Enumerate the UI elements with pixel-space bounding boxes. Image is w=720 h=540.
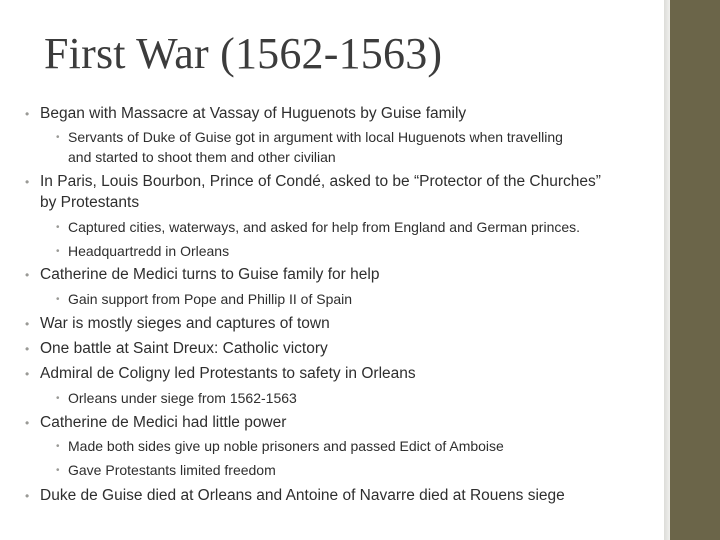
bullet-text: Began with Massacre at Vassay of Huguenots by Guise family <box>40 105 467 122</box>
bullet-text: In Paris, Louis Bourbon, Prince of Condé, asked to be “Protector of the Churches” <box>40 173 601 190</box>
bullet-marker: • <box>56 294 60 305</box>
bullet-item <box>25 487 565 505</box>
bullet-marker: • <box>56 246 60 257</box>
bullet-marker: • <box>56 222 60 233</box>
bullet-text: Orleans under siege from 1562-1563 <box>68 390 297 406</box>
slide-title: First War (1562-1563) <box>44 29 443 78</box>
bullet-text: Gave Protestants limited freedom <box>68 462 276 478</box>
bullet-text: Captured cities, waterways, and asked for help from England and German princes. <box>68 219 581 235</box>
bullet-item <box>25 414 287 432</box>
bullet-marker: • <box>56 132 60 143</box>
bullet-item <box>25 173 601 191</box>
bullet-marker: • <box>25 416 30 430</box>
bullet-text: War is mostly sieges and captures of town <box>40 315 330 332</box>
sub-bullet-item <box>56 462 276 479</box>
bullet-marker: • <box>25 367 30 381</box>
bullet-text: Servants of Duke of Guise got in argument with local Huguenots when travelling <box>68 129 563 145</box>
bullet-marker: • <box>25 342 30 356</box>
sub-bullet-item <box>56 291 353 308</box>
sub-bullet-continuation <box>68 149 336 166</box>
bullet-text: Admiral de Coligny led Protestants to safety in Orleans <box>40 365 416 382</box>
bullet-marker: • <box>25 268 30 282</box>
sidebar-accent-bar <box>670 0 720 540</box>
bullet-continuation <box>40 194 139 212</box>
bullet-text: and started to shoot them and other civilian <box>68 149 336 165</box>
bullet-text: Catherine de Medici had little power <box>40 414 287 431</box>
bullet-marker: • <box>25 175 30 189</box>
bullet-text: Made both sides give up noble prisoners and passed Edict of Amboise <box>68 438 504 454</box>
sub-bullet-item <box>56 129 563 146</box>
bullet-text: Gain support from Pope and Phillip II of Spain <box>68 291 353 307</box>
bullet-item <box>25 105 467 123</box>
bullet-marker: • <box>25 107 30 121</box>
bullet-item <box>25 266 380 284</box>
bullet-marker: • <box>25 317 30 331</box>
bullet-item <box>25 315 330 333</box>
bullet-text: Duke de Guise died at Orleans and Antoine of Navarre died at Rouens siege <box>40 487 565 504</box>
sub-bullet-item <box>56 390 297 407</box>
bullet-text: Headquartredd in Orleans <box>68 243 230 259</box>
bullet-marker: • <box>56 441 60 452</box>
sub-bullet-item <box>56 219 581 236</box>
bullet-marker: • <box>56 465 60 476</box>
sub-bullet-item <box>56 438 504 455</box>
bullet-marker: • <box>56 393 60 404</box>
bullet-text: One battle at Saint Dreux: Catholic victory <box>40 340 328 357</box>
bullet-text: Catherine de Medici turns to Guise family for help <box>40 266 380 283</box>
sub-bullet-item <box>56 243 230 260</box>
bullet-item <box>25 340 328 358</box>
bullet-text: by Protestants <box>40 194 140 211</box>
bullet-marker: • <box>25 489 30 503</box>
bullet-item <box>25 365 416 383</box>
